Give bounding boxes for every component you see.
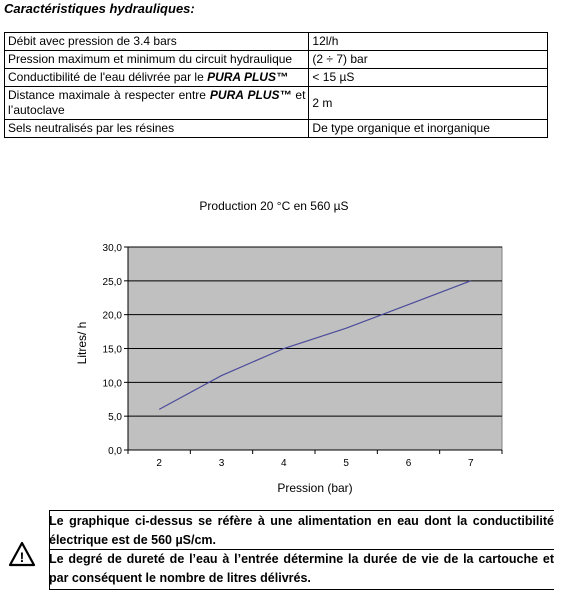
y-tick-label: 20,0 xyxy=(102,310,122,322)
x-tick-label: 4 xyxy=(281,458,287,469)
y-tick-label: 5,0 xyxy=(108,412,122,424)
note-conductivity: Le graphique ci-dessus se réfère à une alimentation en eau dont la conductibilité électrique est de 560 µS/cm. xyxy=(49,514,554,547)
table-row xyxy=(5,120,548,138)
pressure-production-chart xyxy=(0,192,569,502)
warning-icon xyxy=(8,541,36,567)
x-tick-label: 6 xyxy=(405,458,412,469)
spec-label-text: et l’autoclave xyxy=(8,88,306,117)
x-axis-label: Pression (bar) xyxy=(277,481,353,495)
spec-label-text: Distance maximale à respecter entre xyxy=(8,88,210,102)
table-row xyxy=(5,51,548,69)
x-tick-label: 5 xyxy=(343,458,349,469)
spec-label xyxy=(5,69,309,87)
spec-value: De type organique et inorganique xyxy=(309,120,548,138)
section-heading: Caractéristiques hydrauliques: xyxy=(4,1,195,16)
specs-table xyxy=(4,32,548,138)
y-axis-label: Litres/ h xyxy=(75,321,89,365)
table-row xyxy=(5,33,548,51)
spec-label: Débit avec pression de 3.4 bars xyxy=(5,33,309,51)
table-row xyxy=(5,69,548,87)
y-tick-label: 15,0 xyxy=(102,344,122,356)
x-tick-label: 2 xyxy=(156,458,162,469)
note-divider-bottom xyxy=(49,589,554,590)
brand-name: PURA PLUS™ xyxy=(209,88,292,102)
note-hardness: Le degré de dureté de l’eau à l’entrée détermine la durée de vie de la cartouche et par conséquent le nombre de litres délivrés. xyxy=(49,552,554,585)
brand-name: PURA PLUS™ xyxy=(207,70,288,84)
y-tick-label: 25,0 xyxy=(102,276,122,288)
table-row xyxy=(5,87,548,120)
y-tick-label: 30,0 xyxy=(102,243,122,254)
note-divider-top xyxy=(49,510,554,511)
y-tick-label: 0,0 xyxy=(108,446,122,457)
spec-value: < 15 µS xyxy=(309,69,548,87)
spec-value: (2 ÷ 7) bar xyxy=(309,51,548,69)
x-tick-label: 7 xyxy=(468,458,474,469)
x-tick-label: 3 xyxy=(218,458,225,469)
chart-title: Production 20 °C en 560 µS xyxy=(199,199,349,213)
spec-label: Sels neutralisés par les résines xyxy=(5,120,309,138)
spec-label xyxy=(5,87,309,120)
spec-value: 12l/h xyxy=(309,33,548,51)
warning-symbol: ! xyxy=(19,549,25,565)
spec-label-text: Conductibilité de l'eau délivrée par le xyxy=(8,70,208,84)
y-tick-label: 10,0 xyxy=(102,378,122,390)
spec-value: 2 m xyxy=(309,87,548,120)
spec-label: Pression maximum et minimum du circuit hydraulique xyxy=(5,51,309,69)
